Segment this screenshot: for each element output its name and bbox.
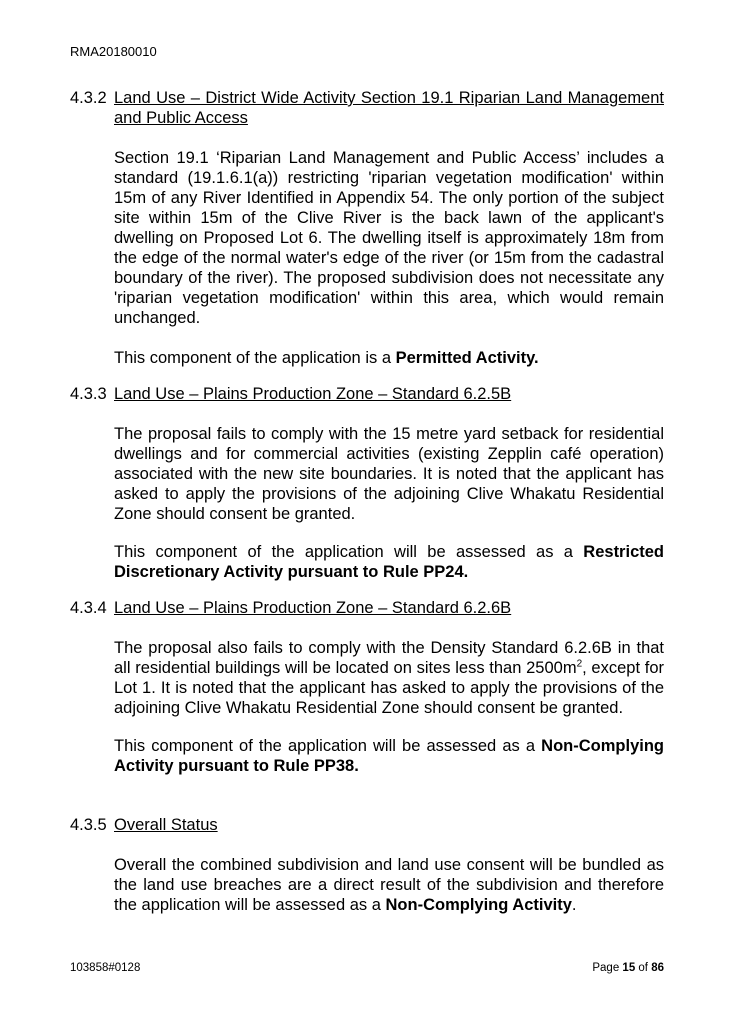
section-heading	[70, 88, 664, 128]
paragraph-text: This component of the application will be assessed as a	[114, 737, 542, 755]
activity-status: Restricted Discretionary Activity pursuant to Rule PP24.	[114, 543, 664, 581]
activity-status: Permitted Activity.	[395, 349, 539, 367]
section-4-3-3	[70, 384, 664, 599]
section-paragraph	[114, 855, 664, 915]
activity-status: Non-Complying Activity pursuant to Rule PP38.	[114, 737, 664, 775]
section-title: Land Use – District Wide Activity Section 19.1 Riparian Land Management and Public Access	[114, 89, 664, 127]
current-page: 15	[622, 962, 636, 974]
section-paragraph	[114, 348, 664, 368]
total-pages: 86	[651, 962, 664, 974]
section-number: 4.3.4	[70, 599, 107, 617]
section-number: 4.3.3	[70, 385, 107, 403]
section-paragraph: Section 19.1 ‘Riparian Land Management and Public Access’ includes a standard (19.1.6.1(a)) restricting 'riparian vegetation modification' within 15m of any River Identified in Appendix 54. The only portion of the subject site within 15m of the Clive River is the back lawn of the applicant's dwelling on Proposed Lot 6. The dwelling itself is approximately 18m from the edge of the normal water's edge of the river (or 15m from the cadastral boundary of the river). The proposed subdivision does not necessitate any 'riparian vegetation modification' within this area, which would remain unchanged.	[114, 149, 664, 327]
paragraph-text: Overall the combined subdivision and land use consent will be bundled as the land use breaches are a direct result of the subdivision and therefore the application will be assessed as a	[114, 856, 664, 914]
section-title: Land Use – Plains Production Zone – Standard 6.2.6B	[114, 599, 512, 617]
page-of-label: of	[635, 962, 652, 974]
document-reference: RMA20180010	[70, 44, 157, 59]
section-title: Overall Status	[114, 816, 218, 834]
section-paragraph: The proposal fails to comply with the 15 metre yard setback for residential dwellings and for commercial activities (existing Zepplin café operation) associated with the new site boundaries. It is noted that the applicant has asked to apply the provisions of the adjoining Clive Whakatu Residential Zone should consent be granted.	[114, 425, 664, 523]
section-paragraph	[114, 638, 664, 718]
section-4-3-5	[70, 815, 664, 932]
footer-document-id: 103858#0128	[70, 962, 141, 974]
paragraph-text: The proposal also fails to comply with the Density Standard 6.2.6B in that all residential buildings will be located on sites less than 2500m	[114, 639, 664, 677]
section-number: 4.3.2	[70, 89, 107, 107]
section-4-3-2	[70, 88, 664, 385]
section-heading	[70, 815, 664, 835]
page-label: Page	[592, 962, 623, 974]
section-4-3-4	[70, 598, 664, 793]
paragraph-text: .	[571, 896, 577, 914]
footer-page-number	[592, 962, 664, 974]
section-paragraph	[114, 542, 664, 582]
section-paragraph	[114, 736, 664, 776]
section-number: 4.3.5	[70, 816, 107, 834]
section-heading	[70, 384, 664, 404]
paragraph-text: This component of the application will be assessed as a	[114, 543, 584, 561]
section-title: Land Use – Plains Production Zone – Standard 6.2.5B	[114, 385, 512, 403]
superscript: 2	[576, 658, 583, 670]
section-heading	[70, 598, 664, 618]
paragraph-text: This component of the application is a	[114, 349, 396, 367]
paragraph-text: , except for Lot 1. It is noted that the applicant has asked to apply the provisions of the adjoining Clive Whakatu Residential Zone should consent be granted.	[114, 659, 664, 717]
activity-status: Non-Complying Activity	[385, 896, 572, 914]
